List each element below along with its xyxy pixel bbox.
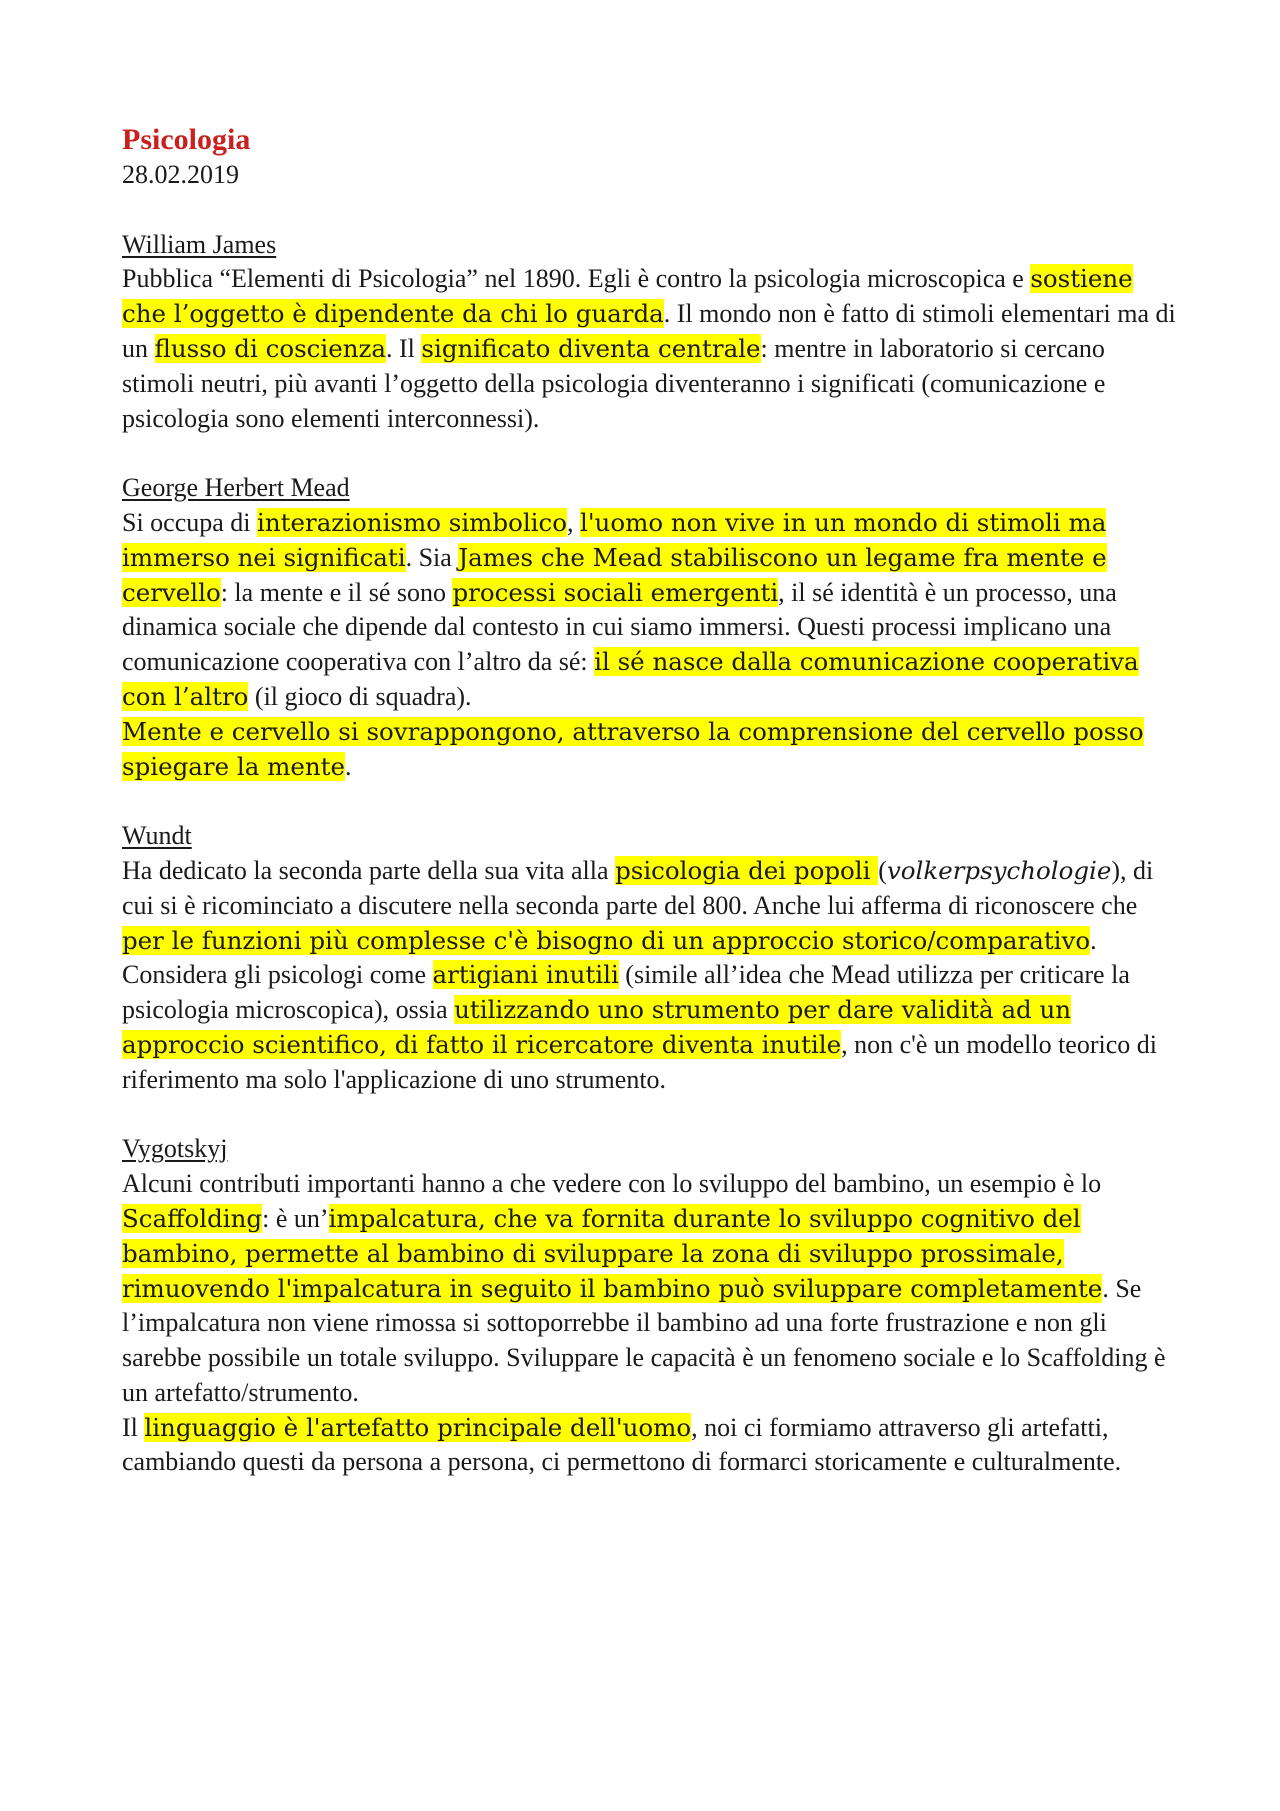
section — [122, 1132, 1182, 1480]
highlighted-text: l'uomo non vive in un mondo di stimoli ma immerso nei significati — [122, 507, 1107, 572]
text-run: ), di cui si è ricominciato a discutere nella seconda parte del 800. Anche lui afferma di riconoscere che — [122, 855, 1154, 920]
text-run: , — [566, 507, 580, 537]
document-title: Psicologia — [122, 123, 251, 156]
document-date: 28.02.2019 — [122, 160, 239, 189]
text-run: (simile all’idea che Mead utilizza per criticare la psicologia microscopica), ossia — [122, 960, 1130, 1025]
section — [122, 471, 1182, 784]
section-heading: George Herbert Mead — [122, 473, 350, 503]
text-run: . Se l’impalcatura non viene rimossa si sottoporrebbe il bambino ad una forte frustrazione e non gli sarebbe possibile un totale sviluppo. Sviluppare le capacità è un fenomeno sociale e lo Scaffolding è un artefatto/strumento. — [122, 1273, 1166, 1407]
text-run: , non c'è un modello teorico di riferimento ma solo l'applicazione di uno strumento. — [122, 1029, 1157, 1094]
section-paragraph — [122, 854, 1182, 1098]
text-run: : è un’ — [262, 1203, 329, 1233]
text-run: , il sé identità è un processo, una dinamica sociale che dipende dal contesto in cui siamo immersi. Questi processi implicano una comunicazione cooperativa con l’altro da sé: — [122, 577, 1117, 677]
highlighted-text: il sé nasce dalla comunicazione cooperativa con l’altro — [122, 647, 1139, 711]
highlighted-text: artigiani inutili — [432, 960, 619, 990]
section — [122, 228, 1182, 437]
text-run: Il — [122, 1412, 145, 1442]
text-run: . Il mondo non è fatto di stimoli elementari ma di un — [122, 299, 1176, 363]
highlighted-text: impalcatura, che va fornita durante lo sviluppo cognitivo del bambino, permette al bambino di sviluppare la zona di sviluppo prossimale, rimuovendo l'impalcatura in seguito il bambino può sviluppare completamente — [122, 1203, 1103, 1303]
highlighted-text: Mente e cervello si sovrappongono, attraverso la comprensione del cervello posso spiegare la mente — [122, 716, 1144, 781]
text-run: . — [344, 751, 352, 781]
text-run: . Sia — [405, 542, 459, 572]
text-run: Ha dedicato la seconda parte della sua vita alla — [122, 855, 616, 885]
document-page — [122, 122, 1182, 1480]
highlighted-text: Scaffolding — [122, 1203, 263, 1233]
text-run: : la mente e il sé sono — [220, 577, 453, 607]
section-paragraph — [122, 1167, 1182, 1411]
highlighted-text: significato diventa centrale — [421, 333, 761, 363]
section-paragraph — [122, 262, 1182, 436]
document-body — [122, 228, 1182, 1481]
highlighted-text: utilizzando uno strumento per dare validità ad un approccio scientifico, di fatto il ricercatore diventa inutile — [122, 995, 1072, 1059]
section-heading: Wundt — [122, 821, 192, 851]
text-run: . Il — [386, 333, 422, 363]
section — [122, 819, 1182, 1097]
highlighted-text: psicologia dei popoli — [615, 855, 879, 885]
text-run: Pubblica “Elementi di Psicologia” nel 1890. Egli è contro la psicologia microscopica e — [122, 264, 1031, 294]
section-heading: Vygotskyj — [122, 1134, 228, 1164]
text-run: Si occupa di — [122, 507, 258, 537]
text-run: ( — [878, 855, 887, 885]
section-paragraph — [122, 1411, 1182, 1481]
section-heading: William James — [122, 229, 277, 259]
text-run: . Considera gli psicologi come — [122, 925, 1097, 990]
highlighted-text: processi sociali emergenti — [452, 577, 779, 607]
highlighted-text: James che Mead stabiliscono un legame fra mente e cervello — [122, 542, 1107, 607]
highlighted-text: sostiene che l’oggetto è dipendente da chi lo guarda — [122, 264, 1133, 329]
highlighted-text: per le funzioni più complesse c'è bisogno di un approccio storico/comparativo — [122, 925, 1091, 955]
section-paragraph — [122, 715, 1182, 785]
highlighted-text: linguaggio è l'artefatto principale dell'uomo — [144, 1412, 692, 1442]
text-run: , noi ci formiamo attraverso gli artefatti, cambiando questi da persona a persona, ci permettono di formarci storicamente e culturalmente. — [122, 1412, 1122, 1477]
italic-text: volkerpsychologie — [886, 855, 1112, 885]
text-run: Alcuni contributi importanti hanno a che vedere con lo sviluppo del bambino, un esempio è lo — [122, 1169, 1102, 1199]
highlighted-text: interazionismo simbolico — [257, 507, 567, 537]
text-run: (il gioco di squadra). — [248, 681, 472, 711]
text-run: : mentre in laboratorio si cercano stimoli neutri, più avanti l’oggetto della psicologia diventeranno i significati (comunicazione e psicologia sono elementi interconnessi). — [122, 333, 1106, 433]
section-paragraph — [122, 506, 1182, 715]
highlighted-text: flusso di coscienza — [154, 333, 387, 363]
